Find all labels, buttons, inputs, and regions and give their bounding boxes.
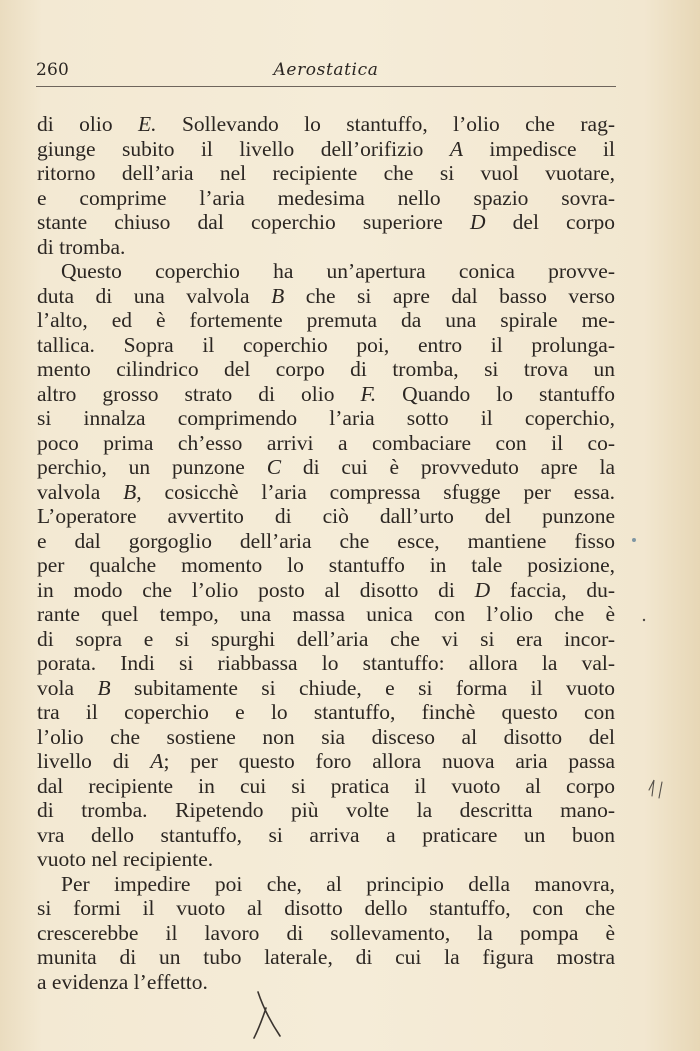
text-line <box>37 725 615 750</box>
text-run: vra dello stantuffo, si arriva a praticare un buon <box>37 822 615 847</box>
running-title: Aerostatica <box>273 60 379 80</box>
italic-variable: B, <box>123 479 142 504</box>
text-line <box>37 308 615 333</box>
text-run: duta di una valvola <box>37 283 272 308</box>
text-line <box>37 700 615 725</box>
text-run: ritorno dell’aria nel recipiente che si vuol vuotare, <box>37 161 615 185</box>
italic-variable: E. <box>138 112 157 136</box>
italic-variable: B <box>271 283 285 308</box>
ink-speck <box>643 619 645 621</box>
text-line <box>37 651 615 676</box>
text-line <box>37 161 615 186</box>
text-run: mento cilindrico del corpo di tromba, si trova un <box>37 357 615 381</box>
text-run: si innalza comprimendo l’aria sotto il coperchio, <box>37 406 615 430</box>
page-header <box>36 58 616 87</box>
text-line <box>37 333 615 358</box>
text-run: crescerebbe il lavoro di sollevamento, la pompa è <box>37 920 615 945</box>
text-run: altro grosso strato di olio <box>37 381 361 406</box>
text-line <box>37 210 615 235</box>
text-run: vuoto nel recipiente. <box>37 847 214 871</box>
text-run: giunge subito il livello dell’orifizio <box>37 136 450 161</box>
text-run: perchio, un punzone <box>37 455 267 479</box>
italic-variable: A <box>449 136 463 161</box>
text-run: cosicchè l’aria compressa sfugge per essa. <box>141 479 615 504</box>
text-run: rante quel tempo, una massa unica con l’olio che è <box>37 602 615 626</box>
text-run: di cui è provveduto apre la <box>281 455 615 479</box>
text-line <box>37 970 615 995</box>
text-run: si formi il vuoto al disotto dello stantuffo, con che <box>37 896 615 920</box>
text-line <box>37 455 615 480</box>
text-run: a evidenza l’effetto. <box>37 969 208 994</box>
text-run: l’olio che sostiene non sia disceso al disotto del <box>37 724 615 749</box>
paragraph <box>37 872 615 995</box>
text-run: Quando lo stantuffo <box>376 381 615 406</box>
text-line <box>37 823 615 848</box>
text-line <box>37 357 615 382</box>
text-run: porata. Indi si riabbassa lo stantuffo: allora la val- <box>37 651 615 675</box>
text-run: e dal gorgoglio dell’aria che esce, mantiene fisso <box>37 528 615 553</box>
text-line <box>37 749 615 774</box>
text-run: valvola <box>37 479 124 504</box>
text-run: Sollevando lo stantuffo, l’olio che rag- <box>156 112 616 136</box>
text-line <box>37 382 615 407</box>
text-run: e comprime l’aria medesima nello spazio sovra- <box>37 185 615 210</box>
text-run: faccia, du- <box>490 577 615 602</box>
text-line <box>37 529 615 554</box>
text-line <box>37 235 615 260</box>
text-run: in modo che l’olio posto al disotto di <box>37 577 475 602</box>
text-run: di tromba. Ripetendo più volte la descritta mano- <box>37 798 615 822</box>
text-run: dal recipiente in cui si pratica il vuoto al corpo <box>37 773 615 798</box>
text-run: di tromba. <box>37 234 126 259</box>
text-line <box>37 578 615 603</box>
text-line <box>37 186 615 211</box>
italic-variable: C <box>266 455 282 479</box>
text-run: munita di un tubo laterale, di cui la figura mostra <box>37 945 615 969</box>
text-line <box>37 480 615 505</box>
text-line <box>37 872 615 897</box>
text-line <box>37 676 615 701</box>
text-line <box>37 137 615 162</box>
body-text <box>37 112 615 994</box>
text-line <box>37 847 615 872</box>
italic-variable: F. <box>360 381 377 406</box>
text-run: vola <box>37 675 98 700</box>
text-line <box>37 259 615 284</box>
text-line <box>37 504 615 529</box>
text-run: tra il coperchio e lo stantuffo, finchè questo con <box>37 700 615 724</box>
text-line <box>37 284 615 309</box>
italic-variable: B <box>97 675 111 700</box>
text-line <box>37 112 615 137</box>
text-run: per qualche momento lo stantuffo in tale posizione, <box>37 553 615 577</box>
italic-variable: A <box>150 749 164 773</box>
text-line <box>37 921 615 946</box>
text-run: di olio <box>37 112 139 136</box>
text-line <box>37 431 615 456</box>
text-line <box>37 774 615 799</box>
text-run: impedisce il <box>462 136 615 161</box>
text-run: del corpo <box>485 210 616 234</box>
text-run: l’alto, ed è fortemente premuta da una spirale me- <box>37 308 615 332</box>
pencil-cross-mark <box>254 992 280 1038</box>
text-line <box>37 627 615 652</box>
text-run: che si apre dal basso verso <box>284 283 615 308</box>
paragraph <box>37 112 615 259</box>
italic-variable: D <box>469 210 486 234</box>
text-line <box>37 406 615 431</box>
text-run: tallica. Sopra il coperchio poi, entro il prolunga- <box>37 332 615 357</box>
text-run: stante chiuso dal coperchio superiore <box>37 210 470 234</box>
page-number: 260 <box>36 60 70 80</box>
text-run: poco prima ch’esso arrivi a combaciare con il co- <box>37 430 615 455</box>
italic-variable: D <box>474 577 491 602</box>
text-run: livello di <box>37 749 151 773</box>
text-run: L’operatore avvertito di ciò dall’urto del punzone <box>37 504 615 528</box>
text-line <box>37 798 615 823</box>
text-run: subitamente si chiude, e si forma il vuoto <box>110 675 615 700</box>
text-run: Questo coperchio ha un’apertura conica provve- <box>61 259 615 283</box>
text-run: ; per questo foro allora nuova aria passa <box>163 749 615 773</box>
text-run: di sopra e si spurghi dell’aria che vi si era incor- <box>37 626 615 651</box>
text-run: Per impedire poi che, al principio della manovra, <box>61 871 615 896</box>
text-line <box>37 945 615 970</box>
ink-speck <box>632 538 636 542</box>
text-line <box>37 896 615 921</box>
text-line <box>37 602 615 627</box>
paragraph <box>37 259 615 872</box>
pencil-tick-mark <box>649 780 662 798</box>
text-line <box>37 553 615 578</box>
